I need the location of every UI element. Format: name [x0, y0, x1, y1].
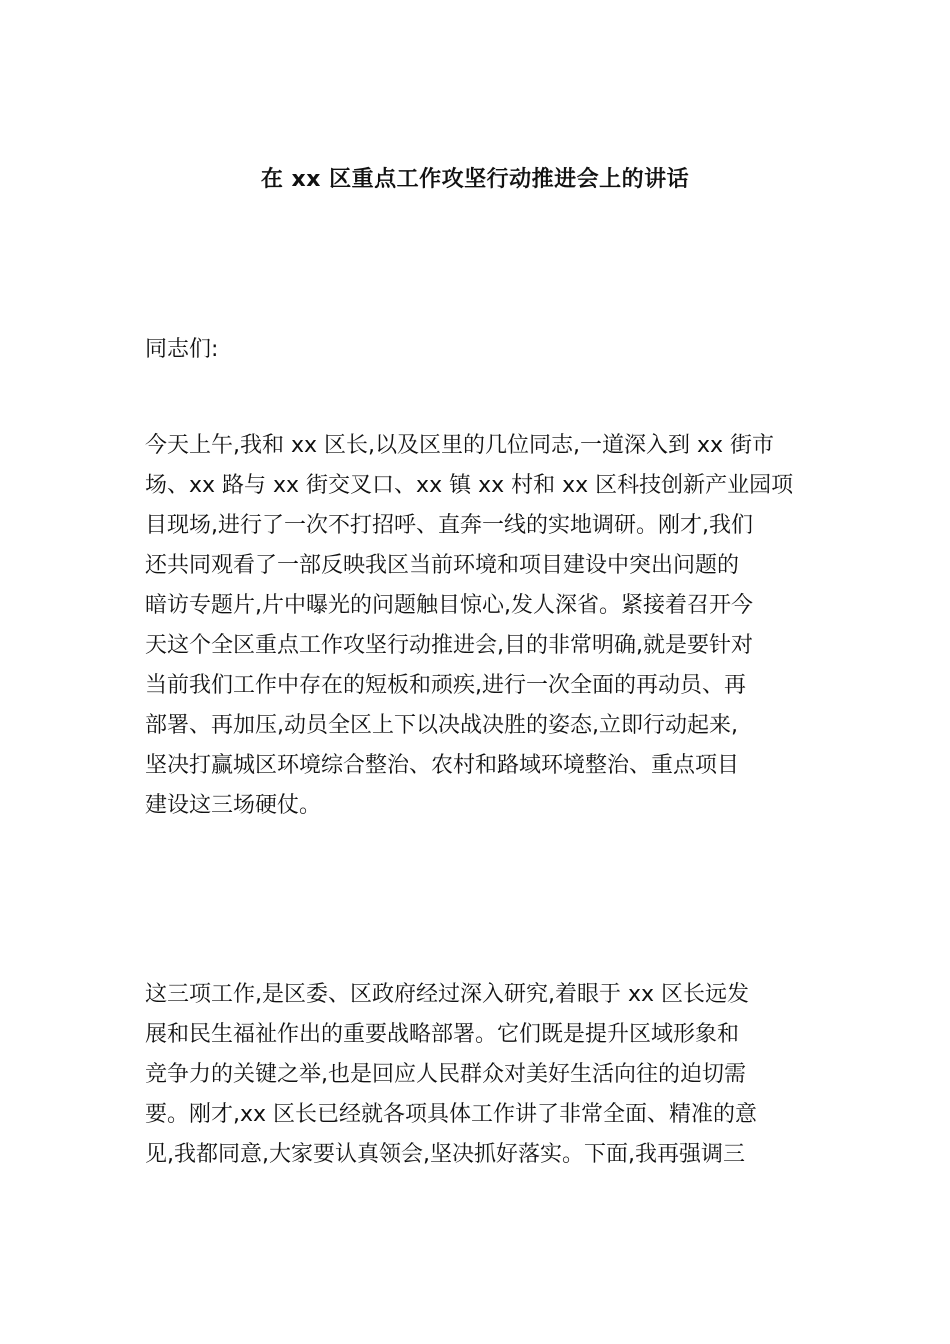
paragraph-line: 当前我们工作中存在的短板和顽疾,进行一次全面的再动员、再: [145, 673, 746, 698]
paragraph-line: 见,我都同意,大家要认真领会,坚决抓好落实。下面,我再强调三: [145, 1142, 745, 1167]
paragraph-line: 暗访专题片,片中曝光的问题触目惊心,发人深省。紧接着召开今: [145, 593, 753, 618]
paragraph-line: 天这个全区重点工作攻坚行动推进会,目的非常明确,就是要针对: [145, 633, 753, 658]
paragraph-line: 还共同观看了一部反映我区当前环境和项目建设中突出问题的: [145, 553, 740, 578]
paragraph-1: [145, 426, 810, 826]
paragraph-line: 坚决打赢城区环境综合整治、农村和路域环境整治、重点项目: [145, 753, 740, 778]
paragraph-2: [145, 975, 810, 1175]
salutation: 同志们:: [145, 337, 219, 362]
paragraph-line: 建设这三场硬仗。: [145, 793, 322, 818]
paragraph-line: 部署、再加压,动员全区上下以决战决胜的姿态,立即行动起来,: [145, 713, 738, 738]
paragraph-line: 场、xx 路与 xx 街交叉口、xx 镇 xx 村和 xx 区科技创新产业园项: [145, 473, 794, 498]
paragraph-line: 要。刚才,xx 区长已经就各项具体工作讲了非常全面、精准的意: [145, 1102, 758, 1127]
paragraph-line: 目现场,进行了一次不打招呼、直奔一线的实地调研。刚才,我们: [145, 513, 753, 538]
paragraph-line: 这三项工作,是区委、区政府经过深入研究,着眼于 xx 区长远发: [145, 982, 750, 1007]
paragraph-line: 展和民生福祉作出的重要战略部署。它们既是提升区域形象和: [145, 1022, 740, 1047]
document-title: 在 xx 区重点工作攻坚行动推进会上的讲话: [260, 167, 690, 192]
paragraph-line: 竞争力的关键之举,也是回应人民群众对美好生活向往的迫切需: [145, 1062, 746, 1087]
paragraph-line: 今天上午,我和 xx 区长,以及区里的几位同志,一道深入到 xx 街市: [145, 433, 775, 458]
